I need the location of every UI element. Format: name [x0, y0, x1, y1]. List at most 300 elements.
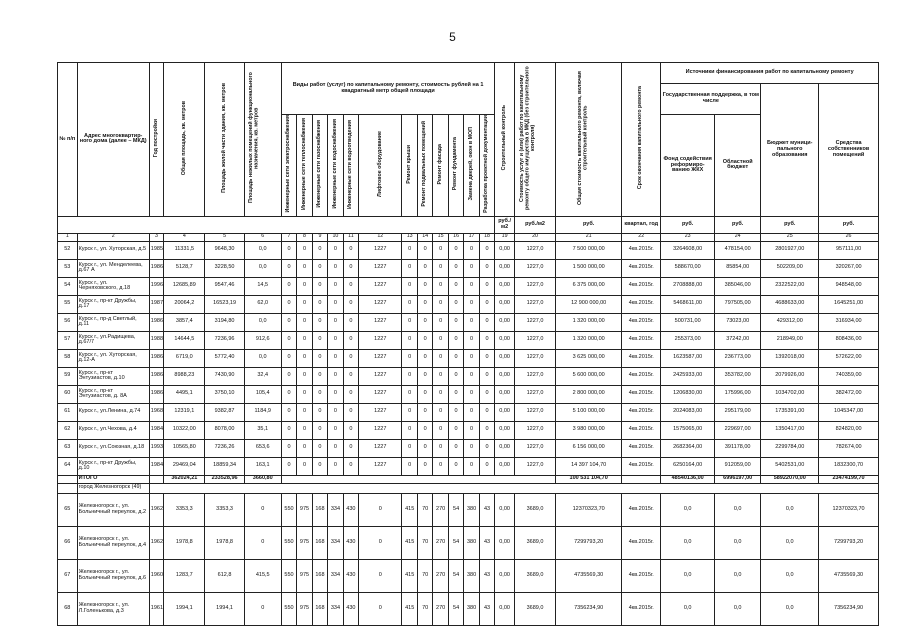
value-cell: 353782,00	[714, 367, 760, 385]
value-cell: 0	[417, 277, 432, 295]
value-cell: 12685,89	[164, 277, 205, 295]
table-row	[58, 403, 879, 421]
value-cell: 0	[402, 439, 417, 457]
value-cell: 0	[479, 259, 495, 277]
unit-rub-a: руб.	[556, 216, 622, 233]
column-number: 23	[661, 233, 715, 241]
value-cell: 0	[448, 349, 463, 367]
value-cell: 1227,0	[514, 295, 555, 313]
row-number-cell: 60	[58, 385, 78, 403]
value-cell: 2322522,00	[761, 277, 819, 295]
value-cell: 0	[312, 385, 327, 403]
value-cell: 0	[312, 403, 327, 421]
value-cell: 0	[328, 349, 343, 367]
value-cell: 0	[479, 403, 495, 421]
value-cell: 3689,0	[514, 526, 555, 559]
town-label-cell: город Железногорск (49)	[77, 483, 149, 493]
value-cell: 16523,19	[205, 295, 244, 313]
total-spacer-cell	[281, 475, 555, 483]
column-number: 18	[479, 233, 495, 241]
header-work-3: Инженерные сети газоснабжения	[316, 120, 323, 208]
value-cell: 1227,0	[514, 421, 555, 439]
value-cell: 43	[479, 559, 495, 592]
value-cell: 0,0	[761, 526, 819, 559]
value-cell: 0,0	[244, 241, 281, 259]
value-cell: 0,00	[495, 277, 515, 295]
value-cell: 1832300,70	[819, 457, 879, 475]
column-number: 26	[819, 233, 879, 241]
value-cell: 653,6	[244, 439, 281, 457]
value-cell: 0	[402, 313, 417, 331]
value-cell: 3194,80	[205, 313, 244, 331]
value-cell: 430	[343, 559, 358, 592]
value-cell: 0	[448, 457, 463, 475]
header-total-area: Общая площадь, кв. метров	[180, 100, 187, 176]
column-number: 4	[164, 233, 205, 241]
value-cell: 4735569,30	[819, 559, 879, 592]
total-nonres-cell: 3660,80	[244, 475, 281, 483]
value-cell: 4кв.2015г.	[622, 277, 661, 295]
header-work-1: Инженерные сети электроснабжения	[285, 115, 292, 213]
address-cell: Курск г., ул. Черняховского, д.18	[77, 277, 149, 295]
value-cell: 0	[343, 349, 358, 367]
table-row	[58, 313, 879, 331]
value-cell: 415	[402, 592, 417, 625]
value-cell: 0,00	[495, 592, 515, 625]
address-cell: Курск г., пр-д Светлый, д.11	[77, 313, 149, 331]
value-cell: 380	[464, 559, 479, 592]
value-cell: 0	[479, 349, 495, 367]
address-cell: Курск г., ул.Союзная, д.18	[77, 439, 149, 457]
value-cell: 5128,7	[164, 259, 205, 277]
value-cell: 10565,80	[164, 439, 205, 457]
value-cell: 316934,00	[819, 313, 879, 331]
value-cell: 4кв.2015г.	[622, 526, 661, 559]
unit-quarter: квартал, год	[622, 216, 661, 233]
column-number: 21	[556, 233, 622, 241]
value-cell: 0	[297, 259, 312, 277]
value-cell: 0	[244, 493, 281, 526]
total-row	[58, 475, 879, 483]
value-cell: 3264608,00	[661, 241, 715, 259]
value-cell: 975	[297, 559, 312, 592]
value-cell: 4кв.2015г.	[622, 457, 661, 475]
column-number: 8	[297, 233, 312, 241]
value-cell: 4кв.2015г.	[622, 493, 661, 526]
value-cell: 1 500 000,00	[556, 259, 622, 277]
value-cell: 1227	[359, 295, 402, 313]
value-cell: 0	[479, 277, 495, 295]
value-cell: 0	[417, 313, 432, 331]
column-number: 11	[343, 233, 358, 241]
value-cell: 0,00	[495, 559, 515, 592]
row-number-cell: 67	[58, 559, 78, 592]
header-work-12: Разработка проектной документации	[483, 115, 490, 213]
value-cell: 3857,4	[164, 313, 205, 331]
value-cell: 0	[479, 385, 495, 403]
value-cell: 8078,00	[205, 421, 244, 439]
value-cell: 1227,0	[514, 277, 555, 295]
value-cell: 7236,26	[205, 439, 244, 457]
value-cell: 0	[328, 403, 343, 421]
value-cell: 1961	[149, 592, 163, 625]
address-cell: Курск г., ул. Хуторская, д.5	[77, 241, 149, 259]
value-cell: 0	[464, 349, 479, 367]
row-number-cell: 55	[58, 295, 78, 313]
value-cell: 6 375 000,00	[556, 277, 622, 295]
value-cell: 0	[297, 439, 312, 457]
value-cell: 0	[464, 241, 479, 259]
value-cell: 8988,23	[164, 367, 205, 385]
value-cell: 380	[464, 592, 479, 625]
value-cell: 270	[433, 592, 448, 625]
value-cell: 0,00	[495, 457, 515, 475]
address-cell: Курск г., ул.Ленина, д.74	[77, 403, 149, 421]
value-cell: 54	[448, 592, 463, 625]
address-cell: Курск г., ул.Радищева, д.67/7	[77, 331, 149, 349]
header-year: Год постройки	[152, 118, 159, 158]
value-cell: 0	[464, 277, 479, 295]
value-cell: 320267,00	[819, 259, 879, 277]
value-cell: 4кв.2015г.	[622, 385, 661, 403]
value-cell: 0,00	[495, 349, 515, 367]
value-cell: 782674,00	[819, 439, 879, 457]
units-row	[58, 216, 879, 233]
value-cell: 0	[281, 349, 296, 367]
value-cell: 0	[297, 403, 312, 421]
value-cell: 3689,0	[514, 592, 555, 625]
value-cell: 0	[448, 331, 463, 349]
value-cell: 0	[417, 385, 432, 403]
value-cell: 43	[479, 526, 495, 559]
header-works-group: Виды работ (услуг) по капитальному ремонту, стоимость рублей на 1 квадратный метр общей площади	[281, 63, 495, 115]
value-cell: 12319,1	[164, 403, 205, 421]
value-cell: 1986	[149, 385, 163, 403]
column-number: 14	[417, 233, 432, 241]
value-cell: 70	[417, 592, 432, 625]
value-cell: 14,5	[244, 277, 281, 295]
value-cell: 0	[433, 439, 448, 457]
value-cell: 0	[281, 313, 296, 331]
value-cell: 168	[312, 493, 327, 526]
value-cell: 0	[464, 421, 479, 439]
value-cell: 7356234,90	[556, 592, 622, 625]
value-cell: 550	[281, 493, 296, 526]
value-cell: 1 320 000,00	[556, 331, 622, 349]
town-spacer-cell	[58, 483, 78, 493]
value-cell: 0	[281, 331, 296, 349]
column-number: 5	[205, 233, 244, 241]
value-cell: 0	[297, 331, 312, 349]
capital-repair-table	[57, 62, 879, 626]
column-number: 16	[448, 233, 463, 241]
value-cell: 175996,00	[714, 385, 760, 403]
value-cell: 0	[417, 439, 432, 457]
value-cell: 7430,90	[205, 367, 244, 385]
value-cell: 572622,00	[819, 349, 879, 367]
value-cell: 1045347,00	[819, 403, 879, 421]
value-cell: 0	[312, 349, 327, 367]
value-cell: 0	[281, 439, 296, 457]
value-cell: 1227,0	[514, 331, 555, 349]
value-cell: 3 980 000,00	[556, 421, 622, 439]
address-cell: Железногорск г., ул. Больничный переулок, д.4	[77, 526, 149, 559]
value-cell: 1984	[149, 457, 163, 475]
table-row	[58, 592, 879, 625]
address-cell: Курск г., пр-кт Энтузиастов, д. 8А	[77, 385, 149, 403]
value-cell: 334	[328, 592, 343, 625]
value-cell: 0	[312, 313, 327, 331]
value-cell: 0,0	[244, 349, 281, 367]
value-cell: 0	[417, 331, 432, 349]
value-cell: 2708888,00	[661, 277, 715, 295]
value-cell: 0,00	[495, 259, 515, 277]
value-cell: 6250164,00	[661, 457, 715, 475]
value-cell: 1227,0	[514, 367, 555, 385]
value-cell: 2682364,00	[661, 439, 715, 457]
value-cell: 550	[281, 559, 296, 592]
value-cell: 0	[448, 241, 463, 259]
value-cell: 2299784,00	[761, 439, 819, 457]
value-cell: 295179,00	[714, 403, 760, 421]
table-row	[58, 277, 879, 295]
value-cell: 9382,87	[205, 403, 244, 421]
value-cell: 1350417,00	[761, 421, 819, 439]
value-cell: 912059,00	[714, 457, 760, 475]
table-row	[58, 439, 879, 457]
address-cell: Курск г., ул. Менделеева, д.67 А	[77, 259, 149, 277]
value-cell: 0	[328, 259, 343, 277]
value-cell: 0	[448, 277, 463, 295]
value-cell: 5468611,00	[661, 295, 715, 313]
row-number-cell: 63	[58, 439, 78, 457]
value-cell: 3689,0	[514, 493, 555, 526]
value-cell: 0,00	[495, 385, 515, 403]
value-cell: 0	[402, 331, 417, 349]
column-number: 7	[281, 233, 296, 241]
table-row	[58, 559, 879, 592]
value-cell: 0	[402, 295, 417, 313]
value-cell: 502209,00	[761, 259, 819, 277]
value-cell: 0	[359, 493, 402, 526]
value-cell: 0	[328, 277, 343, 295]
value-cell: 1960	[149, 559, 163, 592]
value-cell: 3228,50	[205, 259, 244, 277]
value-cell: 1392018,00	[761, 349, 819, 367]
row-number-cell: 65	[58, 493, 78, 526]
value-cell: 0	[433, 403, 448, 421]
value-cell: 1227	[359, 277, 402, 295]
value-cell: 0	[281, 259, 296, 277]
value-cell: 1227,0	[514, 403, 555, 421]
value-cell: 550	[281, 592, 296, 625]
value-cell: 0	[402, 277, 417, 295]
value-cell: 0	[417, 457, 432, 475]
value-cell: 168	[312, 592, 327, 625]
value-cell: 0	[328, 457, 343, 475]
value-cell: 0	[297, 367, 312, 385]
value-cell: 7236,96	[205, 331, 244, 349]
value-cell: 0	[402, 385, 417, 403]
value-cell: 43	[479, 493, 495, 526]
column-number: 20	[514, 233, 555, 241]
value-cell: 1986	[149, 313, 163, 331]
value-cell: 0	[464, 331, 479, 349]
value-cell: 168	[312, 526, 327, 559]
value-cell: 808436,00	[819, 331, 879, 349]
value-cell: 0	[343, 331, 358, 349]
unit-rub-d: руб.	[761, 216, 819, 233]
header-work-7: Ремонт крыши	[405, 144, 412, 184]
column-number: 17	[464, 233, 479, 241]
value-cell: 0,00	[495, 367, 515, 385]
value-cell: 0	[359, 559, 402, 592]
column-number: 25	[761, 233, 819, 241]
value-cell: 0	[464, 439, 479, 457]
value-cell: 0	[479, 241, 495, 259]
value-cell: 0	[328, 331, 343, 349]
value-cell: 0	[281, 367, 296, 385]
header-cost-per-m2: Стоимость услуг и (или) работ по капитальному ремонту общего имущества в МКД (без строительного контроля)	[519, 66, 537, 210]
value-cell: 1986	[149, 367, 163, 385]
value-cell: 0	[343, 259, 358, 277]
value-cell: 415	[402, 559, 417, 592]
header-fund: Фонд содействия реформиро-ванию ЖКХ	[661, 115, 715, 217]
value-cell: 948548,00	[819, 277, 879, 295]
value-cell: 85854,00	[714, 259, 760, 277]
value-cell: 1962	[149, 526, 163, 559]
value-cell: 12370323,70	[556, 493, 622, 526]
value-cell: 975	[297, 592, 312, 625]
value-cell: 1986	[149, 259, 163, 277]
value-cell: 0	[448, 385, 463, 403]
address-cell: Курск г., пр-кт Дружбы, д.10	[77, 457, 149, 475]
value-cell: 0,0	[714, 559, 760, 592]
column-number: 2	[77, 233, 149, 241]
value-cell: 0	[464, 313, 479, 331]
value-cell: 0	[417, 349, 432, 367]
value-cell: 0	[297, 457, 312, 475]
value-cell: 4кв.2015г.	[622, 349, 661, 367]
value-cell: 1978,8	[164, 526, 205, 559]
value-cell: 0	[433, 295, 448, 313]
value-cell: 0	[448, 295, 463, 313]
header-work-9: Ремонт фасада	[436, 143, 443, 185]
value-cell: 7356234,90	[819, 592, 879, 625]
value-cell: 1978,8	[205, 526, 244, 559]
column-number: 22	[622, 233, 661, 241]
value-cell: 1994,1	[205, 592, 244, 625]
total-municipal-cell: 58922070,00	[761, 475, 819, 483]
value-cell: 1227,0	[514, 385, 555, 403]
value-cell: 0	[297, 349, 312, 367]
value-cell: 1227	[359, 313, 402, 331]
value-cell: 1962	[149, 493, 163, 526]
row-number-cell: 66	[58, 526, 78, 559]
value-cell: 1623587,00	[661, 349, 715, 367]
value-cell: 975	[297, 526, 312, 559]
table-row	[58, 367, 879, 385]
value-cell: 0	[448, 439, 463, 457]
value-cell: 0,0	[714, 592, 760, 625]
column-number: 24	[714, 233, 760, 241]
value-cell: 1227	[359, 385, 402, 403]
value-cell: 4688633,00	[761, 295, 819, 313]
value-cell: 0,0	[714, 526, 760, 559]
value-cell: 1227,0	[514, 439, 555, 457]
value-cell: 0	[448, 403, 463, 421]
value-cell: 0	[402, 259, 417, 277]
value-cell: 0	[297, 241, 312, 259]
value-cell: 4кв.2015г.	[622, 367, 661, 385]
value-cell: 0	[312, 457, 327, 475]
value-cell: 0	[343, 385, 358, 403]
header-construction-control: Строительный контроль	[500, 105, 507, 171]
value-cell: 1283,7	[164, 559, 205, 592]
value-cell: 0	[402, 457, 417, 475]
value-cell: 415	[402, 526, 417, 559]
header-sources-group: Источники финансирования работ по капитальному ремонту	[661, 63, 879, 84]
unit-rub-c: руб.	[714, 216, 760, 233]
value-cell: 0	[448, 421, 463, 439]
value-cell: 0	[328, 421, 343, 439]
value-cell: 35,1	[244, 421, 281, 439]
table-row	[58, 421, 879, 439]
value-cell: 0	[312, 367, 327, 385]
value-cell: 588670,00	[661, 259, 715, 277]
total-cost-cell: 100 531 104,70	[556, 475, 622, 483]
header-regional: Областной бюджет	[714, 115, 760, 217]
value-cell: 1645251,00	[819, 295, 879, 313]
value-cell: 3353,3	[164, 493, 205, 526]
value-cell: 2425933,00	[661, 367, 715, 385]
table-row	[58, 457, 879, 475]
value-cell: 1985	[149, 241, 163, 259]
value-cell: 0	[359, 592, 402, 625]
value-cell: 797505,00	[714, 295, 760, 313]
value-cell: 0	[464, 295, 479, 313]
value-cell: 1227,0	[514, 313, 555, 331]
value-cell: 0,00	[495, 421, 515, 439]
header-work-6: Лифтовое оборудование	[376, 131, 383, 198]
column-number: 9	[312, 233, 327, 241]
value-cell: 1227,0	[514, 457, 555, 475]
value-cell: 0	[417, 421, 432, 439]
address-cell: Железногорск г., ул. Л.Голенькова, д.3	[77, 592, 149, 625]
value-cell: 334	[328, 493, 343, 526]
value-cell: 334	[328, 559, 343, 592]
value-cell: 0,00	[495, 241, 515, 259]
value-cell: 500731,00	[661, 313, 715, 331]
column-number: 13	[402, 233, 417, 241]
value-cell: 229697,00	[714, 421, 760, 439]
value-cell: 270	[433, 559, 448, 592]
value-cell: 0	[479, 439, 495, 457]
value-cell: 385046,00	[714, 277, 760, 295]
value-cell: 0	[359, 526, 402, 559]
value-cell: 4кв.2015г.	[622, 331, 661, 349]
value-cell: 1227	[359, 439, 402, 457]
value-cell: 0	[464, 367, 479, 385]
value-cell: 0,00	[495, 331, 515, 349]
value-cell: 2801927,00	[761, 241, 819, 259]
address-cell: Курск г., пр-кт Дружбы, д.17	[77, 295, 149, 313]
total-label-cell: ИТОГО	[77, 475, 149, 483]
value-cell: 1735391,00	[761, 403, 819, 421]
column-number: 3	[149, 233, 163, 241]
value-cell: 70	[417, 526, 432, 559]
value-cell: 1227	[359, 403, 402, 421]
